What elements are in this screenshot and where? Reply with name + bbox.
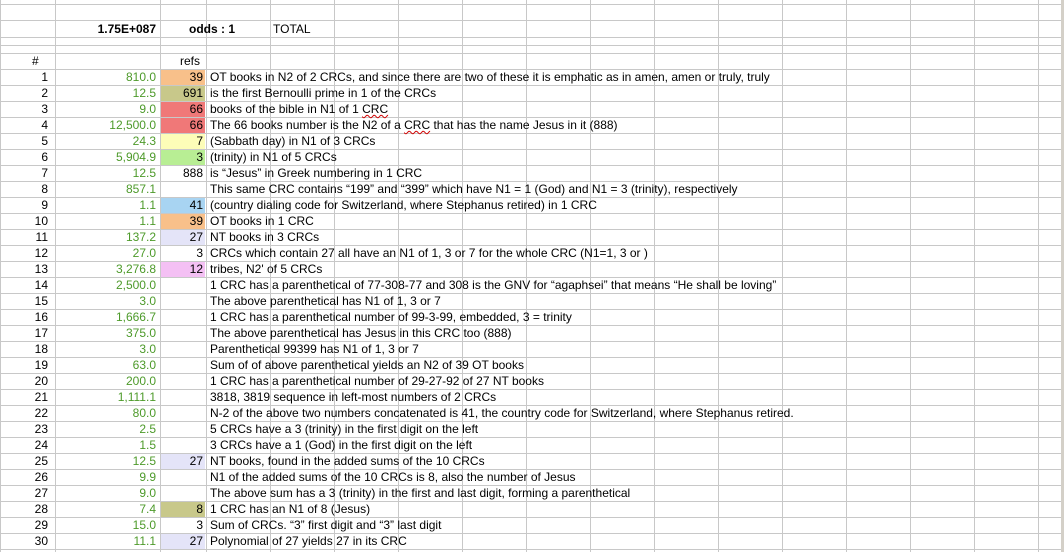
- spellcheck-mark: CRC: [404, 118, 431, 132]
- description-text[interactable]: N1 of the added sums of the 10 CRCs is 8, also the number of Jesus: [210, 470, 576, 484]
- ref-value[interactable]: [160, 485, 206, 501]
- row-number[interactable]: 29: [34, 518, 48, 532]
- odds-value[interactable]: 1,666.7: [115, 310, 156, 324]
- description-text[interactable]: (Sabbath day) in N1 of 3 CRCs: [210, 134, 376, 148]
- odds-value[interactable]: 3.0: [139, 342, 156, 356]
- description-text[interactable]: N-2 of the above two numbers concatenated is 41, the country code for Switzerland, where Stephanus retired.: [210, 406, 794, 420]
- ref-value[interactable]: 8: [196, 502, 203, 516]
- row-number[interactable]: 3: [41, 102, 48, 116]
- odds-value[interactable]: 200.0: [125, 374, 156, 388]
- description-text[interactable]: 1 CRC has a parenthetical number of 29-27-92 of 27 NT books: [210, 374, 544, 388]
- ref-value[interactable]: [160, 373, 206, 389]
- ref-value[interactable]: 3: [196, 518, 203, 532]
- row-number[interactable]: 8: [41, 182, 48, 196]
- description-text[interactable]: is the first Bernoulli prime in 1 of the CRCs: [210, 86, 437, 100]
- refs-column-header[interactable]: refs: [180, 54, 201, 68]
- row-number[interactable]: 16: [34, 310, 48, 324]
- ref-value[interactable]: [160, 437, 206, 453]
- description-text[interactable]: NT books, found in the added sums of the 10 CRCs: [210, 454, 485, 468]
- description-text[interactable]: OT books in 1 CRC: [210, 214, 314, 228]
- description-text[interactable]: (trinity) in N1 of 5 CRCs: [210, 150, 337, 164]
- ref-value[interactable]: [160, 469, 206, 485]
- ref-value[interactable]: [160, 293, 206, 309]
- gridline-horizontal: [0, 549, 1064, 550]
- ref-value[interactable]: 27: [189, 454, 203, 468]
- ref-value[interactable]: [160, 421, 206, 437]
- row-number[interactable]: 25: [34, 454, 48, 468]
- row-number[interactable]: 5: [41, 134, 48, 148]
- odds-value[interactable]: 1.1: [139, 214, 156, 228]
- row-number[interactable]: 22: [34, 406, 48, 420]
- row-number[interactable]: 9: [41, 198, 48, 212]
- odds-value[interactable]: 63.0: [132, 358, 156, 372]
- description-text[interactable]: The above parenthetical has N1 of 1, 3 or 7: [210, 294, 441, 308]
- odds-value[interactable]: 12.5: [132, 454, 156, 468]
- row-number[interactable]: 4: [41, 118, 48, 132]
- odds-value[interactable]: 11.1: [133, 534, 156, 548]
- description-text[interactable]: 5 CRCs have a 3 (trinity) in the first digit on the left: [210, 422, 479, 436]
- odds-value[interactable]: 9.9: [139, 470, 156, 484]
- ref-value[interactable]: [160, 309, 206, 325]
- row-number[interactable]: 13: [34, 262, 48, 276]
- odds-value[interactable]: 7.4: [139, 502, 156, 516]
- odds-value[interactable]: 12.5: [132, 166, 156, 180]
- row-number[interactable]: 15: [34, 294, 48, 308]
- row-number[interactable]: 14: [34, 278, 48, 292]
- row-number[interactable]: 10: [34, 214, 48, 228]
- gridline-horizontal: [0, 4, 1064, 5]
- row-number[interactable]: 1: [41, 70, 48, 84]
- description-text[interactable]: 3 CRCs have a 1 (God) in the first digit on the left: [210, 438, 473, 452]
- ref-value[interactable]: [160, 357, 206, 373]
- ref-value[interactable]: [160, 277, 206, 293]
- odds-value[interactable]: 857.1: [125, 182, 156, 196]
- ref-value[interactable]: 66: [189, 102, 203, 116]
- odds-value[interactable]: 137.2: [125, 230, 156, 244]
- odds-value[interactable]: 1.5: [139, 438, 156, 452]
- odds-value[interactable]: 5,904.9: [115, 150, 156, 164]
- description-text[interactable]: is “Jesus” in Greek numbering in 1 CRC: [210, 166, 423, 180]
- ref-value[interactable]: 39: [189, 214, 203, 228]
- ref-value[interactable]: [160, 325, 206, 341]
- description-text[interactable]: The above sum has a 3 (trinity) in the first and last digit, forming a parenthetical: [210, 486, 631, 500]
- odds-value[interactable]: 375.0: [125, 326, 156, 340]
- description-text[interactable]: 1 CRC has a parenthetical number of 99-3-99, embedded, 3 = trinity: [210, 310, 572, 324]
- odds-value[interactable]: 1.1: [139, 198, 156, 212]
- description-text[interactable]: Sum of of above parenthetical yields an N2 of 39 OT books: [210, 358, 524, 372]
- description-text[interactable]: books of the bible in N1 of 1 CRC: [210, 102, 389, 116]
- odds-value[interactable]: 15.0: [132, 518, 156, 532]
- row-number[interactable]: 18: [34, 342, 48, 356]
- row-number[interactable]: 27: [34, 486, 48, 500]
- row-number[interactable]: 7: [41, 166, 48, 180]
- ref-value[interactable]: 3: [196, 150, 203, 164]
- description-text[interactable]: The above parenthetical has Jesus in this CRC too (888): [210, 326, 512, 340]
- ref-value[interactable]: [160, 341, 206, 357]
- row-number[interactable]: 17: [34, 326, 48, 340]
- odds-value[interactable]: 9.0: [139, 486, 156, 500]
- description-text[interactable]: OT books in N2 of 2 CRCs, and since there are two of these it is emphatic as in amen, amen or truly, truly: [210, 70, 770, 84]
- ref-value[interactable]: [160, 389, 206, 405]
- gridline-horizontal: [0, 20, 1064, 21]
- row-number[interactable]: 11: [35, 230, 48, 244]
- odds-value[interactable]: 9.0: [139, 102, 156, 116]
- odds-value[interactable]: 3.0: [139, 294, 156, 308]
- ref-value[interactable]: 39: [189, 70, 203, 84]
- ref-value[interactable]: 41: [189, 198, 203, 212]
- ref-value[interactable]: 12: [189, 262, 203, 276]
- row-number[interactable]: 26: [34, 470, 48, 484]
- ref-value[interactable]: 3: [196, 246, 203, 260]
- odds-value[interactable]: 80.0: [132, 406, 156, 420]
- gridline-horizontal: [0, 37, 1064, 38]
- total-odds-cell[interactable]: 1.75E+087: [97, 22, 156, 36]
- description-text[interactable]: Polynomial of 27 yields 27 in its CRC: [210, 534, 407, 548]
- ref-value[interactable]: 66: [189, 118, 203, 132]
- row-number[interactable]: 2: [41, 86, 48, 100]
- odds-value[interactable]: 3,276.8: [115, 262, 156, 276]
- row-number[interactable]: 19: [34, 358, 48, 372]
- odds-label-cell[interactable]: odds : 1: [189, 22, 236, 36]
- description-text[interactable]: This same CRC contains “199” and “399” which have N1 = 1 (God) and N1 = 3 (trinity), respectively: [210, 182, 738, 196]
- odds-value[interactable]: 27.0: [132, 246, 156, 260]
- row-number[interactable]: 23: [34, 422, 48, 436]
- description-text[interactable]: (country dialing code for Switzerland, where Stephanus retired) in 1 CRC: [210, 198, 597, 212]
- row-number[interactable]: 28: [34, 502, 48, 516]
- row-number[interactable]: 20: [34, 374, 48, 388]
- odds-value[interactable]: 2,500.0: [115, 278, 156, 292]
- spellcheck-mark: CRC: [362, 102, 389, 116]
- description-text[interactable]: Sum of CRCs. “3” first digit and “3” last digit: [210, 518, 442, 532]
- description-text[interactable]: tribes, N2' of 5 CRCs: [210, 262, 323, 276]
- description-text[interactable]: 1 CRC has a parenthetical of 77-308-77 and 308 is the GNV for “agaphsei” that means “He shall be loving”: [210, 278, 777, 292]
- odds-value[interactable]: 12.5: [132, 86, 156, 100]
- ref-value[interactable]: 7: [196, 134, 203, 148]
- description-text[interactable]: CRCs which contain 27 all have an N1 of 1, 3 or 7 for the whole CRC (N1=1, 3 or ): [210, 246, 648, 260]
- odds-value[interactable]: 12,500.0: [109, 118, 156, 132]
- total-label-cell[interactable]: TOTAL: [273, 22, 311, 36]
- odds-value[interactable]: 2.5: [139, 422, 156, 436]
- odds-value[interactable]: 810.0: [125, 70, 156, 84]
- ref-value[interactable]: [160, 181, 206, 197]
- row-number[interactable]: 21: [34, 390, 48, 404]
- ref-value[interactable]: 691: [182, 86, 203, 100]
- row-number[interactable]: 6: [41, 150, 48, 164]
- description-text[interactable]: 3818, 3819 sequence in left-most numbers of 2 CRCs: [210, 390, 497, 404]
- row-number[interactable]: 12: [34, 246, 48, 260]
- description-text[interactable]: Parenthetical 99399 has N1 of 1, 3 or 7: [210, 342, 419, 356]
- description-text[interactable]: The 66 books number is the N2 of a CRC that has the name Jesus in it (888): [210, 118, 618, 132]
- description-text[interactable]: NT books in 3 CRCs: [210, 230, 320, 244]
- ref-value[interactable]: 27: [189, 230, 203, 244]
- row-number[interactable]: 30: [34, 534, 48, 548]
- description-text[interactable]: 1 CRC has an N1 of 8 (Jesus): [210, 502, 371, 516]
- gridline-horizontal: [0, 53, 1064, 54]
- ref-value[interactable]: 27: [189, 534, 203, 548]
- row-number[interactable]: 24: [34, 438, 48, 452]
- ref-value[interactable]: 888: [182, 166, 203, 180]
- gridline-horizontal: [0, 45, 1064, 46]
- odds-value[interactable]: 1,111.1: [117, 390, 156, 404]
- odds-value[interactable]: 24.3: [132, 134, 156, 148]
- ref-value[interactable]: [160, 405, 206, 421]
- index-column-header[interactable]: #: [32, 54, 39, 68]
